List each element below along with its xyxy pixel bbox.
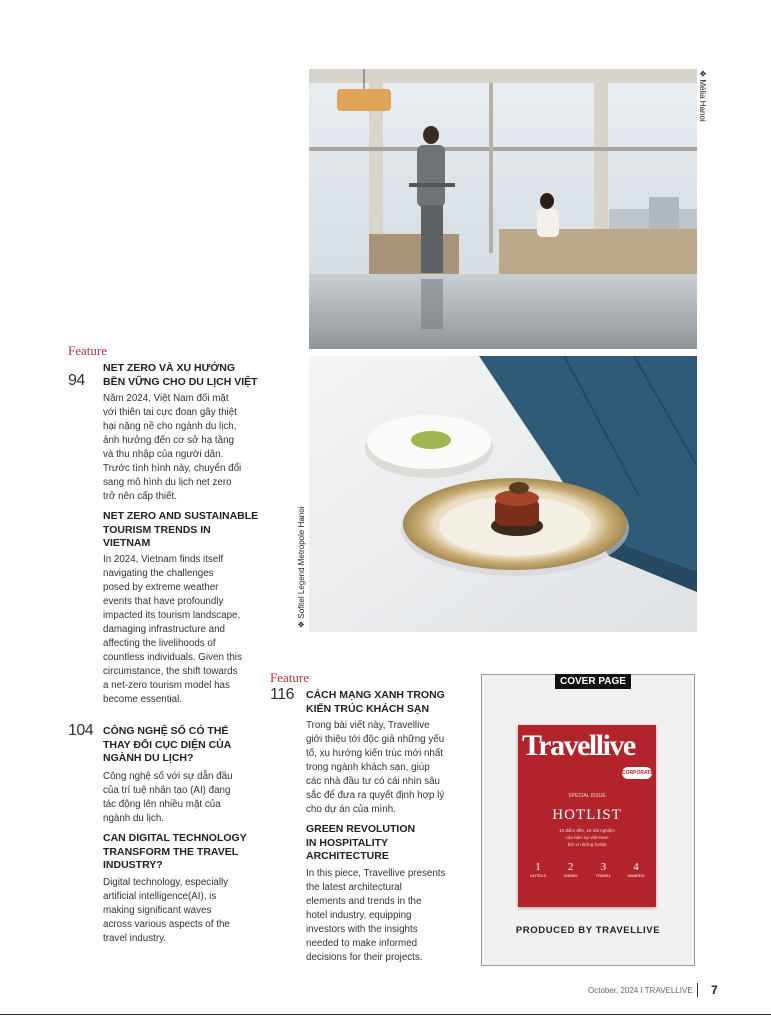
article1-en-title[interactable]: NET ZERO AND SUSTAINABLE TOURISM TRENDS IN VIETNAM [103, 510, 259, 549]
special-issue-label: SPECIAL ISSUE [568, 793, 606, 799]
feature-tag-1: Feature [68, 343, 107, 358]
article3-en-body: In this piece, Travellive presents the latest architectural elements and trends in the hotel industry, equipping investors with the insights needed to make informed decisions for their projects. [306, 868, 446, 963]
article1-vn-title[interactable]: NET ZERO VÀ XU HƯỚNG BỀN VỮNG CHO DU LỊCH VIỆT [103, 362, 258, 388]
sofitel-caption: ❖ Sofitel Legend Metropole Hanoi [297, 506, 306, 628]
article3-vn-body: Trong bài viết này, Travellive giới thiệu tới độc giả những yếu tố, xu hướng kiến trúc mới nhất trong ngành khách sạn, giúp các nhà đầu tư có cái nhìn sâu sắc để đưa ra quyết định hợp lý cho dự án của mình. [306, 720, 445, 815]
article3-en-title[interactable]: GREEN REVOLUTION IN HOSPITALITY ARCHITECTURE [306, 823, 416, 862]
cover-blurb: 10 điểm đến, 10 trải nghiệm của năm tại Việt Nam bởi vì những hotlist [559, 828, 615, 847]
page-number: 7 [711, 983, 718, 997]
page-ref-94[interactable]: 94 [68, 372, 85, 389]
melia-hanoi-caption: ❖ Mélia Hanoi [698, 70, 707, 122]
cover-columns: 1 HOTELS 2 DINING 3 TRAVEL 4 AWARDS [529, 861, 645, 878]
article2-en-title[interactable]: CAN DIGITAL TECHNOLOGY TRANSFORM THE TRAVEL INDUSTRY? [103, 832, 247, 871]
sofitel-dish-photo [309, 356, 697, 632]
page-ref-116[interactable]: 116 [270, 686, 295, 703]
melia-hanoi-photo [309, 69, 697, 349]
footer-divider [697, 983, 698, 997]
article1-vn-body: Năm 2024, Việt Nam đối mặt với thiên tai cực đoan gây thiệt hại nặng nề cho ngành du lịch, ảnh hưởng đến cơ sở hạ tầng và thu nhập của người dân. Trước tình hình này, chuyển đổi sang mô hình du lịch net zero trở nên cấp thiết. [103, 393, 242, 502]
page-ref-104[interactable]: 104 [68, 722, 94, 739]
magazine-badge: CORPORATE [622, 767, 652, 779]
produced-by-label: PRODUCED BY TRAVELLIVE [515, 925, 661, 936]
magazine-cover[interactable] [518, 725, 656, 907]
article2-en-body: Digital technology, especially artificial intelligence(AI), is making significant waves across various aspects of the travel industry. [103, 877, 230, 944]
hotlist-heading: HOTLIST [552, 807, 622, 823]
article2-vn-title[interactable]: CÔNG NGHỆ SỐ CÓ THỂ THAY ĐỔI CỤC DIỆN CỦA NGÀNH DU LỊCH? [103, 725, 232, 764]
bottom-rule [0, 1014, 771, 1015]
article2-vn-body: Công nghệ số với sự dẫn đầu của trí tuệ nhân tạo (AI) đang tác động lên nhiều mặt của ngành du lịch. [103, 771, 233, 824]
feature-tag-3: Feature [270, 670, 309, 685]
article1-en-body: In 2024, Vietnam finds itself navigating the challenges posed by extreme weather events that have profoundly impacted its tourism landscape, damaging infrastructure and affecting the livelihoods of countless individuals. Given this circumstance, the shift towards a net-zero tourism model has become essential. [103, 554, 242, 705]
cover-page-label: COVER PAGE [555, 674, 631, 689]
magazine-title: Travellive [522, 729, 635, 762]
footer-issue: October, 2024 I TRAVELLIVE [588, 986, 693, 995]
article3-vn-title[interactable]: CÁCH MẠNG XANH TRONG KIẾN TRÚC KHÁCH SẠN [306, 689, 445, 715]
